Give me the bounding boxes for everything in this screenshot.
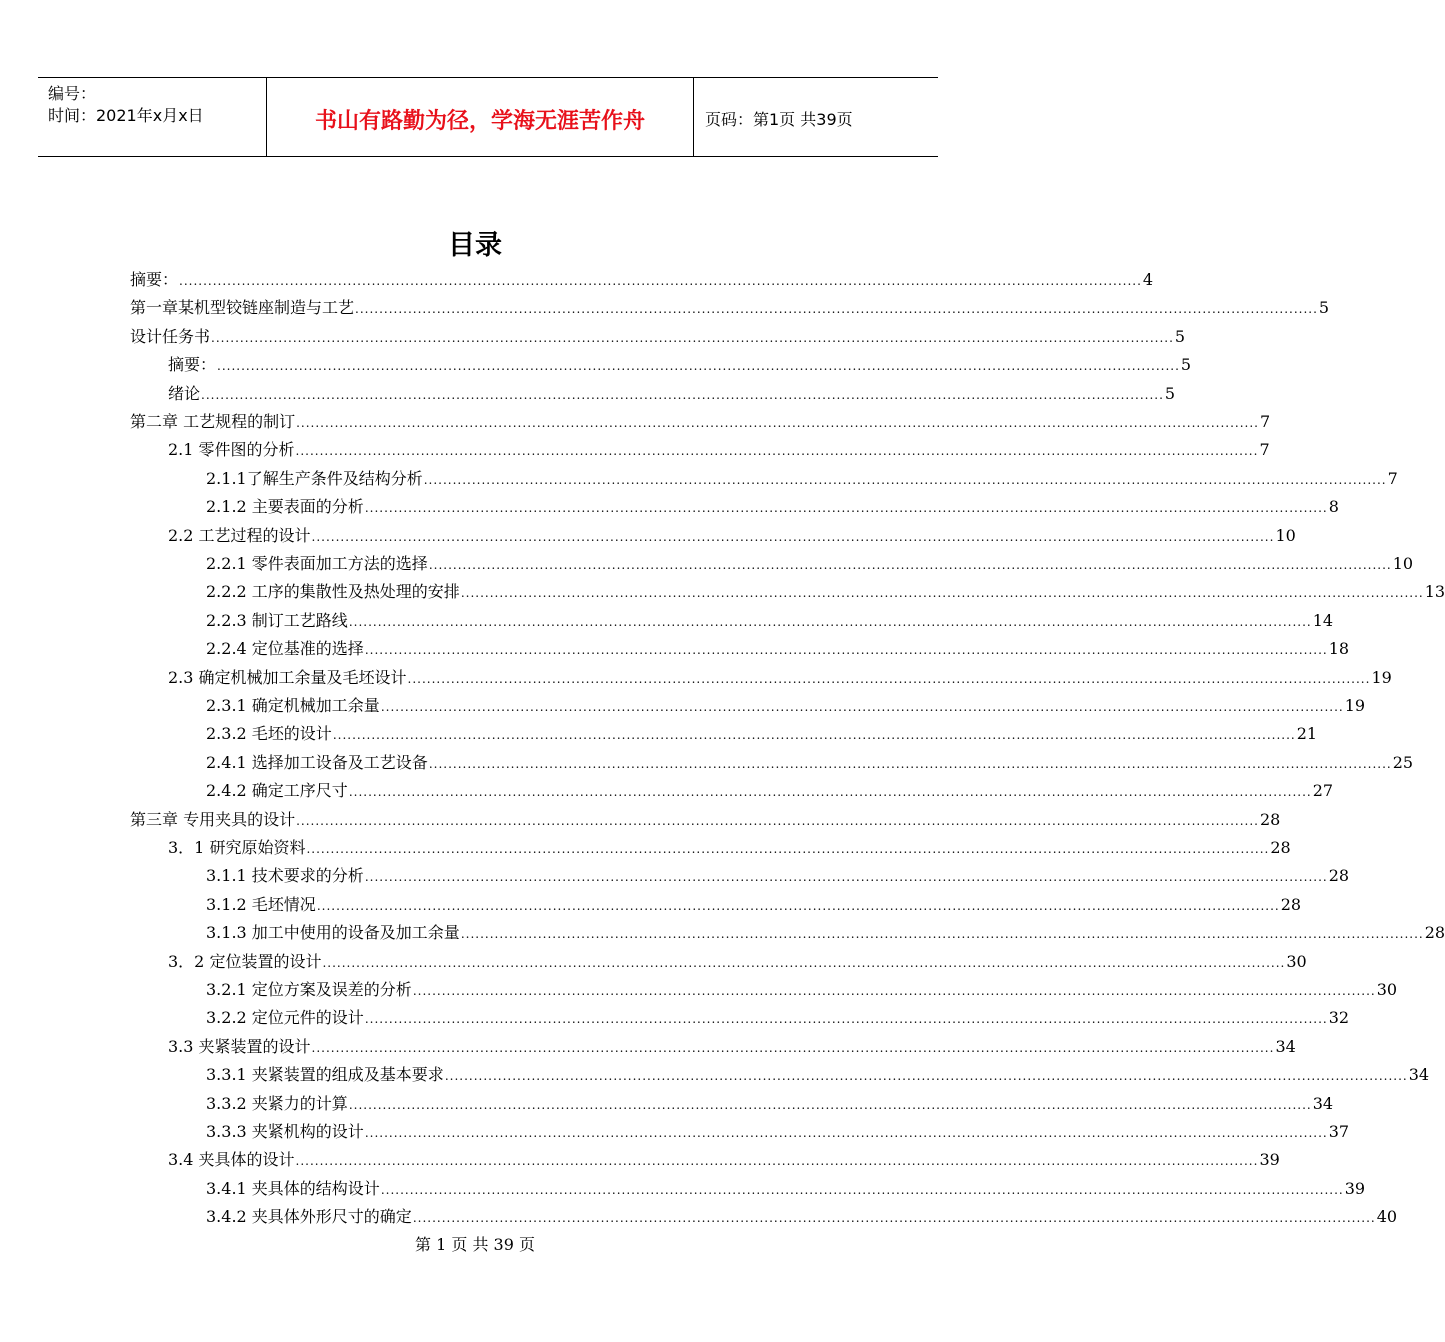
toc-leader-dots: ........................................................................................................................................................................................................ — [460, 586, 1424, 601]
page-header — [38, 77, 938, 157]
page-footer: 第 1 页 共 39 页 — [415, 1235, 535, 1254]
toc-entry-page: 4 — [1142, 270, 1154, 289]
toc-entry-page: 28 — [1424, 923, 1445, 943]
toc-entry-page: 34 — [1275, 1036, 1296, 1056]
toc-entry-page: 28 — [1280, 894, 1302, 914]
toc-entry-page: 34 — [1312, 1093, 1334, 1113]
toc-leader-dots: ........................................................................................................................................................................................................ — [179, 274, 1142, 288]
toc-entry-title: 2.2.1 零件表面加工方法的选择 — [206, 554, 428, 573]
toc-entry[interactable] — [206, 635, 1350, 663]
toc-entry-page: 25 — [1392, 752, 1414, 772]
toc-leader-dots: ........................................................................................................................................................................................................ — [295, 1154, 1259, 1169]
toc-entry-page: 32 — [1328, 1008, 1350, 1028]
toc-entry-title: 3.3.2 夹紧力的计算 — [206, 1093, 348, 1113]
toc-entry-page: 19 — [1371, 667, 1392, 687]
header-right-cell — [693, 78, 938, 156]
toc-entry-title: 2.2.4 定位基准的选择 — [206, 639, 364, 659]
document-time-label: 时间：2021年x月x日 — [48, 106, 204, 125]
toc-entry[interactable] — [130, 266, 1154, 294]
toc-entry-page: 30 — [1376, 980, 1398, 999]
toc-entry-page: 28 — [1328, 866, 1350, 886]
toc-entry-title: 2.1 零件图的分析 — [168, 440, 295, 460]
toc-entry[interactable] — [206, 1090, 1334, 1118]
toc-entry[interactable] — [206, 1118, 1350, 1146]
toc-entry-title: 3.3 夹紧装置的设计 — [168, 1036, 311, 1056]
toc-entry[interactable] — [206, 1004, 1350, 1032]
toc-entry[interactable] — [168, 380, 1176, 408]
toc-entry-page: 28 — [1270, 838, 1291, 857]
toc-entry[interactable] — [206, 1203, 1398, 1231]
toc-leader-dots: ........................................................................................................................................................................................................ — [364, 870, 1328, 885]
toc-leader-dots: ........................................................................................................................................................................................................ — [380, 1182, 1344, 1197]
toc-entry-page: 27 — [1312, 781, 1334, 801]
header-middle-cell — [266, 78, 694, 156]
toc-entry-title: 3.3.3 夹紧机构的设计 — [206, 1122, 364, 1141]
toc-leader-dots: ........................................................................................................................................................................................................ — [201, 387, 1164, 402]
toc-leader-dots: ........................................................................................................................................................................................................ — [211, 330, 1174, 345]
toc-entry-page: 8 — [1328, 497, 1339, 517]
toc-entry-title: 摘要： — [130, 270, 179, 289]
header-left-cell — [38, 78, 266, 156]
toc-leader-dots: ........................................................................................................................................................................................................ — [423, 472, 1387, 487]
toc-leader-dots: ........................................................................................................................................................................................................ — [348, 785, 1312, 800]
toc-entry-title: 2.4.2 确定工序尺寸 — [206, 781, 348, 801]
toc-entry-title: 3.4.1 夹具体的结构设计 — [206, 1178, 380, 1198]
toc-entry[interactable] — [206, 720, 1318, 748]
toc-entry-title: 3.2.1 定位方案及误差的分析 — [206, 980, 412, 999]
toc-entry[interactable] — [168, 834, 1291, 862]
toc-entry-title: 3.2.2 定位元件的设计 — [206, 1008, 364, 1028]
toc-leader-dots: ........................................................................................................................................................................................................ — [380, 700, 1344, 714]
toc-entry-title: 3.4.2 夹具体外形尺寸的确定 — [206, 1207, 412, 1227]
toc-entry-page: 10 — [1275, 525, 1296, 545]
toc-entry-page: 19 — [1344, 696, 1366, 715]
toc-entry-page: 5 — [1318, 298, 1330, 318]
toc-entry-page: 7 — [1259, 412, 1271, 431]
toc-entry-title: 设计任务书 — [130, 326, 211, 346]
toc-entry[interactable] — [206, 1175, 1366, 1203]
toc-leader-dots: ........................................................................................................................................................................................................ — [428, 756, 1392, 771]
toc-entry[interactable] — [206, 692, 1366, 720]
toc-entry[interactable] — [206, 550, 1414, 578]
toc-leader-dots: ........................................................................................................................................................................................................ — [412, 1211, 1376, 1226]
toc-entry[interactable] — [206, 1061, 1430, 1089]
toc-entry-page: 5 — [1164, 383, 1176, 403]
toc-entry-page: 7 — [1387, 468, 1398, 488]
toc-entry[interactable] — [206, 976, 1398, 1004]
toc-entry-title: 3.1.3 加工中使用的设备及加工余量 — [206, 923, 460, 943]
toc-entry-page: 34 — [1408, 1065, 1430, 1085]
toc-entry-title: 3.1.2 毛坯情况 — [206, 894, 316, 914]
toc-entry-page: 21 — [1296, 724, 1318, 744]
toc-entry-page: 14 — [1312, 610, 1334, 630]
toc-entry[interactable] — [130, 408, 1271, 436]
toc-entry[interactable] — [168, 948, 1307, 976]
toc-entry-title: 第一章某机型铰链座制造与工艺 — [130, 298, 355, 318]
toc-entry-title: 2.3.1 确定机械加工余量 — [206, 696, 380, 715]
toc-entry[interactable] — [168, 522, 1296, 550]
toc-leader-dots: ........................................................................................................................................................................................................ — [217, 359, 1180, 374]
toc-entry-title: 3．2 定位装置的设计 — [168, 951, 322, 971]
toc-entry-title: 第三章 专用夹具的设计 — [130, 809, 296, 829]
toc-leader-dots: ........................................................................................................................................................................................................ — [444, 1069, 1408, 1084]
toc-entry[interactable] — [206, 777, 1334, 805]
toc-entry[interactable] — [206, 578, 1445, 606]
toc-entry[interactable] — [206, 749, 1414, 777]
toc-entry-title: 绪论 — [168, 383, 201, 403]
toc-entry-title: 2.2.3 制订工艺路线 — [206, 610, 348, 630]
toc-entry[interactable] — [206, 607, 1334, 635]
toc-leader-dots: ........................................................................................................................................................................................................ — [296, 416, 1259, 430]
toc-leader-dots: ........................................................................................................................................................................................................ — [407, 671, 1371, 686]
toc-entry-page: 28 — [1259, 809, 1281, 829]
toc-entry[interactable] — [168, 1033, 1296, 1061]
toc-entry-page: 37 — [1328, 1122, 1350, 1141]
toc-leader-dots: ........................................................................................................................................................................................................ — [316, 898, 1280, 913]
toc-leader-dots: ........................................................................................................................................................................................................ — [296, 813, 1259, 828]
toc-entry-title: 2.2.2 工序的集散性及热处理的安排 — [206, 582, 460, 602]
toc-entry[interactable] — [206, 862, 1350, 890]
toc-leader-dots: ........................................................................................................................................................................................................ — [322, 955, 1286, 970]
toc-leader-dots: ........................................................................................................................................................................................................ — [332, 728, 1296, 743]
toc-entry-page: 7 — [1259, 440, 1270, 460]
toc-leader-dots: ........................................................................................................................................................................................................ — [364, 643, 1328, 658]
toc-entry-page: 39 — [1344, 1178, 1366, 1198]
toc-leader-dots: ........................................................................................................................................................................................................ — [348, 1097, 1312, 1112]
toc-entry[interactable] — [168, 1146, 1280, 1174]
toc-title: 目录 — [448, 230, 502, 261]
toc-entry-page: 13 — [1424, 582, 1445, 602]
toc-entry-title: 第二章 工艺规程的制订 — [130, 412, 296, 431]
toc-leader-dots: ........................................................................................................................................................................................................ — [311, 1040, 1275, 1055]
toc-leader-dots: ........................................................................................................................................................................................................ — [460, 927, 1424, 942]
toc-entry[interactable] — [206, 465, 1398, 493]
toc-entry[interactable] — [168, 664, 1392, 692]
toc-entry-page: 39 — [1259, 1150, 1280, 1170]
toc-entry[interactable] — [130, 323, 1186, 351]
toc-entry-title: 3.3.1 夹紧装置的组成及基本要求 — [206, 1065, 444, 1085]
toc-entry[interactable] — [130, 806, 1281, 834]
toc-entry[interactable] — [168, 436, 1270, 464]
toc-entry-title: 2.3 确定机械加工余量及毛坯设计 — [168, 667, 407, 687]
toc-leader-dots: ........................................................................................................................................................................................................ — [364, 501, 1328, 516]
toc-leader-dots: ........................................................................................................................................................................................................ — [364, 1126, 1328, 1140]
toc-leader-dots: ........................................................................................................................................................................................................ — [428, 558, 1392, 572]
toc-leader-dots: ........................................................................................................................................................................................................ — [364, 1012, 1328, 1027]
toc-entry-page: 10 — [1392, 554, 1414, 573]
toc-entry-title: 2.4.1 选择加工设备及工艺设备 — [206, 752, 428, 772]
toc-entry-page: 5 — [1174, 326, 1186, 346]
toc-entry-title: 摘要： — [168, 355, 217, 375]
toc-entry-title: 2.3.2 毛坯的设计 — [206, 724, 332, 744]
toc-entry-title: 2.1.1了解生产条件及结构分析 — [206, 468, 423, 488]
toc-leader-dots: ........................................................................................................................................................................................................ — [355, 302, 1318, 317]
toc-entry-title: 2.2 工艺过程的设计 — [168, 525, 311, 545]
toc-leader-dots: ........................................................................................................................................................................................................ — [412, 984, 1376, 998]
toc-entry-title: 3．1 研究原始资料 — [168, 838, 306, 857]
toc-entry-title: 3.4 夹具体的设计 — [168, 1150, 295, 1170]
toc-entry[interactable] — [130, 294, 1330, 322]
toc-leader-dots: ........................................................................................................................................................................................................ — [311, 529, 1275, 544]
toc-leader-dots: ........................................................................................................................................................................................................ — [348, 614, 1312, 629]
toc-entry-page: 18 — [1328, 639, 1350, 659]
toc-entry-page: 30 — [1286, 951, 1307, 971]
document-number-label: 编号： — [48, 84, 97, 103]
toc-entry-page: 5 — [1180, 355, 1192, 375]
toc-entry-title: 3.1.1 技术要求的分析 — [206, 866, 364, 886]
toc-entry-page: 40 — [1376, 1207, 1398, 1227]
toc-entry[interactable] — [206, 493, 1339, 521]
toc-entry[interactable] — [168, 351, 1192, 379]
toc-entry-title: 2.1.2 主要表面的分析 — [206, 497, 364, 517]
toc-entry[interactable] — [206, 891, 1302, 919]
toc-leader-dots: ........................................................................................................................................................................................................ — [306, 842, 1270, 856]
toc-entry[interactable] — [206, 919, 1445, 947]
header-motto: 书山有路勤为径，学海无涯苦作舟 — [314, 109, 645, 134]
toc-leader-dots: ........................................................................................................................................................................................................ — [295, 444, 1259, 459]
header-page-info: 页码：第1页 共39页 — [705, 110, 853, 129]
